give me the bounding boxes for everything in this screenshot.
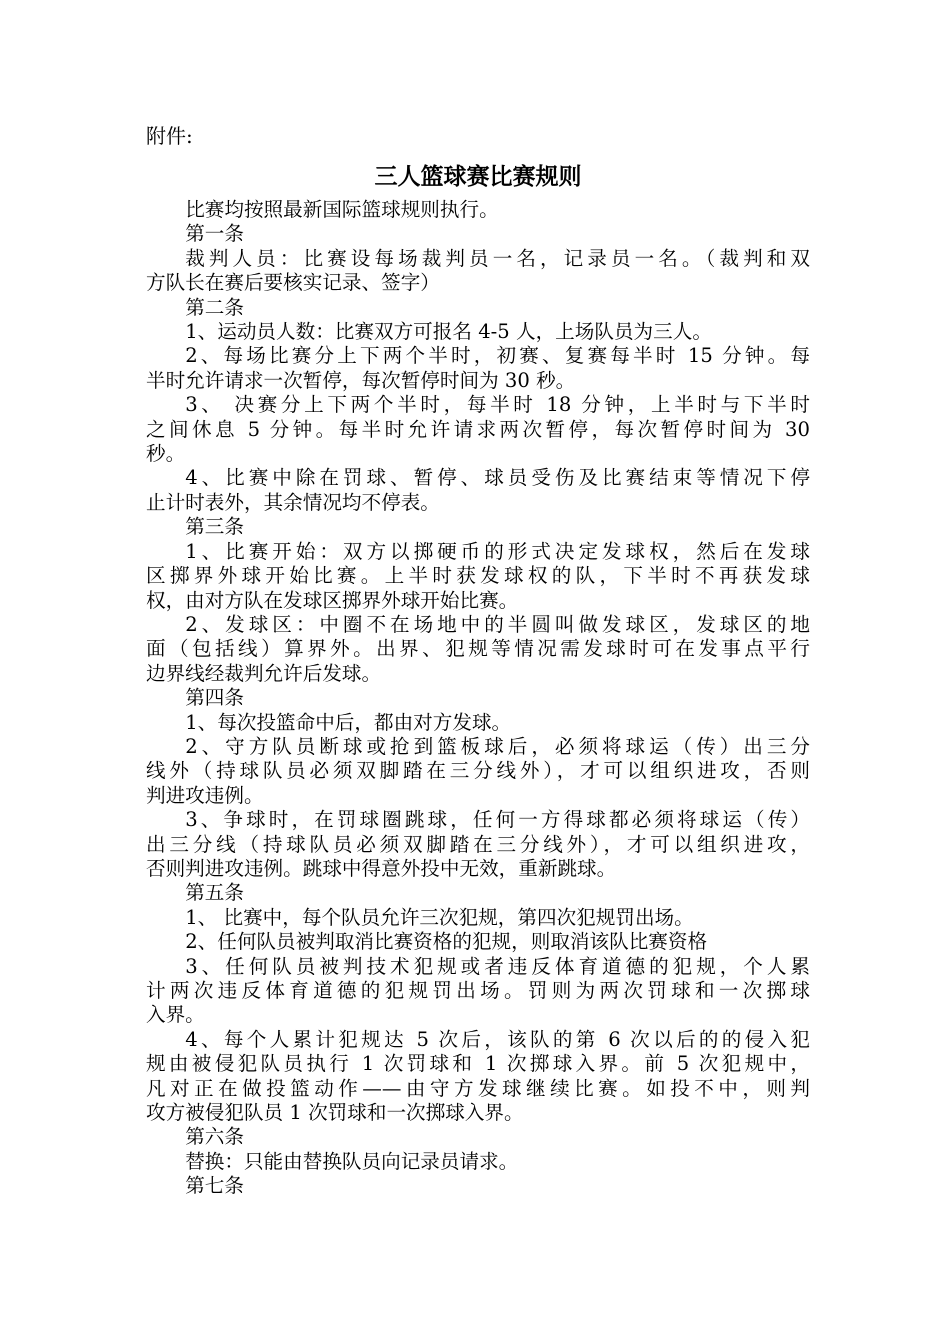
text-line: 3、争球时，在罚球圈跳球，任何一方得球都必须将球运（传） [185,808,810,832]
rule-paragraph [146,222,810,246]
text-line: 边界线经裁判允许后发球。 [146,661,382,685]
text-line: 4、每个人累计犯规达 5 次后，该队的第 6 次以后的的侵入犯 [185,1027,810,1051]
text-line: 第七条 [185,1174,244,1198]
rule-paragraph [146,906,810,930]
text-line: 秒。 [146,442,186,466]
rule-paragraph [146,881,810,905]
text-line: 攻方被侵犯队员 1 次罚球和一次掷球入界。 [146,1101,524,1125]
text-line: 判进攻违例。 [146,783,264,807]
text-line: 第六条 [185,1125,244,1149]
text-line: 计两次违反体育道德的犯规罚出场。罚则为两次罚球和一次掷球 [146,979,810,1002]
rule-paragraph [146,296,810,320]
rule-paragraph [146,1174,810,1198]
text-line: 1、比赛开始：双方以掷硬币的形式决定发球权，然后在发球 [185,539,810,563]
rule-paragraph [146,320,810,344]
rule-paragraph [146,198,810,222]
document-body [146,122,810,1199]
rule-paragraph [146,735,810,808]
text-line: 2、发球区：中圈不在场地中的半圆叫做发球区，发球区的地 [185,612,810,636]
text-line: 第一条 [185,222,244,246]
text-line: 2、守方队员断球或抢到篮板球后，必须将球运（传）出三分 [185,734,810,758]
rule-paragraph [146,686,810,710]
rule-paragraph [146,930,810,954]
text-line: 第二条 [185,295,244,319]
text-line: 比赛均按照最新国际篮球规则执行。 [185,198,499,221]
text-line: 2、每场比赛分上下两个半时，初赛、复赛每半时 15 分钟。每 [185,344,810,368]
rule-paragraph [146,808,810,881]
text-line: 第三条 [185,515,244,539]
rule-paragraph [146,344,810,393]
rule-paragraph [146,1125,810,1149]
text-line: 半时允许请求一次暂停，每次暂停时间为 30 秒。 [146,368,576,392]
text-line: 裁判人员：比赛设每场裁判员一名，记录员一名。（裁判和双 [185,246,810,270]
text-line: 方队长在赛后要核实记录、签字） [146,271,440,295]
text-line: 入界。 [146,1003,205,1027]
rules-text [146,198,810,1199]
text-line: 3、 决赛分上下两个半时，每半时 18 分钟，上半时与下半时 [185,393,810,417]
rule-paragraph [146,1150,810,1174]
text-line: 凡对正在做投篮动作——由守方发球继续比赛。如投不中，则判 [146,1076,810,1100]
attachment-label: 附件: [146,124,193,148]
text-line: 线外（持球队员必须双脚踏在三分线外），才可以组织进攻，否则 [146,759,810,783]
rule-paragraph [146,515,810,539]
rule-paragraph [146,247,810,296]
text-line: 规由被侵犯队员执行 1 次罚球和 1 次掷球入界。前 5 次犯规中， [146,1052,810,1076]
text-line: 权，由对方队在发球区掷界外球开始比赛。 [146,588,519,612]
text-line: 1、每次投篮命中后，都由对方发球。 [185,710,512,734]
text-line: 区掷界外球开始比赛。上半时获发球权的队，下半时不再获发球 [146,564,810,588]
text-line: 出三分线（持球队员必须双脚踏在三分线外），才可以组织进攻， [146,832,810,856]
text-line: 第四条 [185,686,244,710]
text-line: 止计时表外，其余情况均不停表。 [146,490,440,514]
text-line: 2、任何队员被判取消比赛资格的犯规，则取消该队比赛资格 [185,930,708,954]
rule-paragraph [146,393,810,466]
text-line: 面（包括线）算界外。出界、犯规等情况需发球时可在发事点平行 [146,637,810,661]
rule-paragraph [146,466,810,515]
rule-paragraph [146,613,810,686]
text-line: 第五条 [185,881,244,905]
rule-paragraph [146,1028,810,1126]
text-line: 1、运动员人数：比赛双方可报名 4-5 人，上场队员为三人。 [185,320,712,344]
text-line: 之间休息 5 分钟。每半时允许请求两次暂停，每次暂停时间为 30 [146,417,810,441]
rule-paragraph [146,540,810,613]
text-line: 1、 比赛中，每个队员允许三次犯规，第四次犯规罚出场。 [185,905,694,929]
document-title: 三人篮球赛比赛规则 [374,164,582,190]
text-line: 4、比赛中除在罚球、暂停、球员受伤及比赛结束等情况下停 [185,466,810,490]
rule-paragraph [146,955,810,1028]
text-line: 替换：只能由替换队员向记录员请求。 [185,1149,519,1173]
text-line: 否则判进攻违例。跳球中得意外投中无效，重新跳球。 [146,856,617,880]
text-line: 3、任何队员被判技术犯规或者违反体育道德的犯规，个人累 [185,954,810,978]
rule-paragraph [146,711,810,735]
